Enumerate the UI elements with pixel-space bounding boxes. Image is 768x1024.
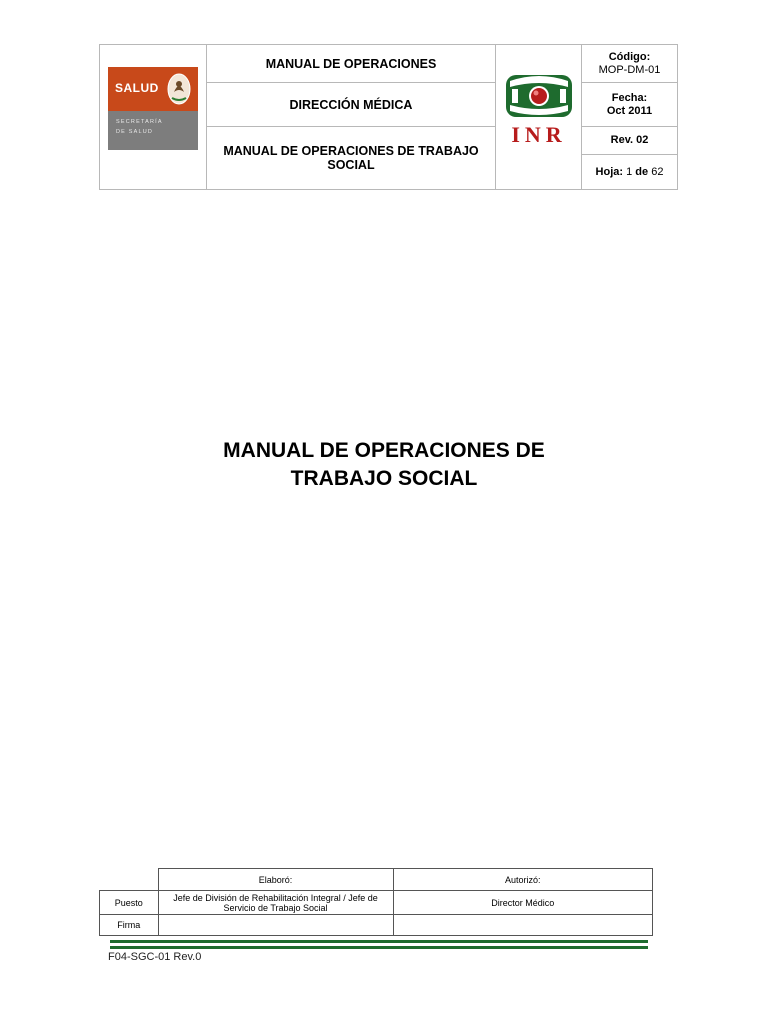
inr-logo <box>496 45 582 189</box>
code-value: MOP-DM-01 <box>598 63 661 76</box>
salud-logo-cell <box>100 45 207 189</box>
salud-subtitle-1: SECRETARÍA <box>116 119 163 125</box>
document-header <box>99 44 678 190</box>
signature-table <box>99 868 653 936</box>
header-direction: DIRECCIÓN MÉDICA <box>207 83 496 127</box>
date-value: Oct 2011 <box>606 104 653 117</box>
elaboro-puesto: Jefe de División de Rehabilitación Integral / Jefe de Servicio de Trabajo Social <box>158 891 393 915</box>
sheet-of: de <box>635 165 649 178</box>
salud-brand-text: SALUD <box>115 81 159 95</box>
inr-logo-cell <box>496 45 582 189</box>
date-cell <box>582 83 677 127</box>
document-title-line1: MANUAL DE OPERACIONES DE <box>223 439 545 462</box>
salud-subtitle-2: DE SALUD <box>116 129 154 135</box>
firma-label: Firma <box>100 915 159 936</box>
code-label: Código: <box>608 50 651 63</box>
autorizo-puesto: Director Médico <box>393 891 653 915</box>
secretaria-salud-logo <box>108 67 198 150</box>
puesto-label: Puesto <box>100 891 159 915</box>
inr-logo-text: INR <box>511 122 567 147</box>
sheet-total: 62 <box>651 165 664 178</box>
code-cell <box>582 45 677 83</box>
header-manual-label: MANUAL DE OPERACIONES <box>207 45 496 83</box>
document-title-line2: TRABAJO SOCIAL <box>290 467 478 490</box>
form-code: F04-SGC-01 Rev.0 <box>108 951 202 963</box>
mexican-eagle-icon <box>166 72 192 106</box>
sheet-number: 1 <box>626 165 633 178</box>
autorizo-firma <box>393 915 653 936</box>
header-manual-name: MANUAL DE OPERACIONES DE TRABAJO SOCIAL <box>207 127 496 189</box>
revision: Rev. 02 <box>582 127 677 155</box>
elaboro-firma <box>158 915 393 936</box>
autorizo-header: Autorizó: <box>393 869 653 891</box>
sheet-label: Hoja: <box>595 165 624 178</box>
document-title <box>0 437 768 493</box>
date-label: Fecha: <box>611 91 648 104</box>
sheet-cell <box>582 155 677 189</box>
elaboro-header: Elaboró: <box>158 869 393 891</box>
